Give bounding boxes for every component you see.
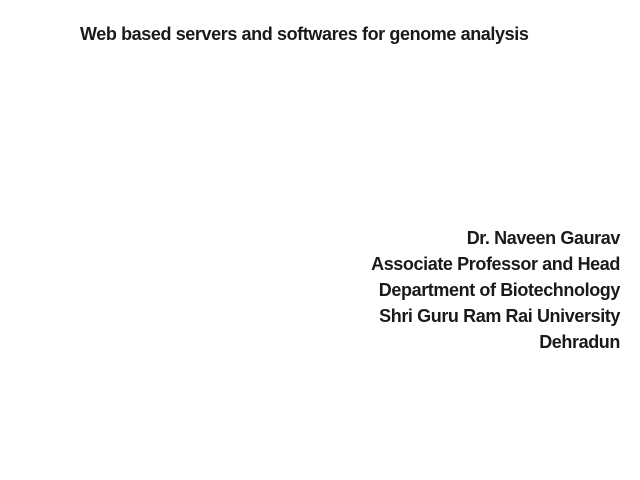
credits-block [371,225,620,355]
credits-line-role: Associate Professor and Head [371,254,620,274]
credits-line-department: Department of Biotechnology [378,280,620,300]
credits-line-author: Dr. Naveen Gaurav [466,228,620,248]
credits-line-university: Shri Guru Ram Rai University [379,306,620,326]
slide-title: Web based servers and softwares for genome analysis [80,24,529,44]
credits-line-city: Dehradun [539,332,620,352]
